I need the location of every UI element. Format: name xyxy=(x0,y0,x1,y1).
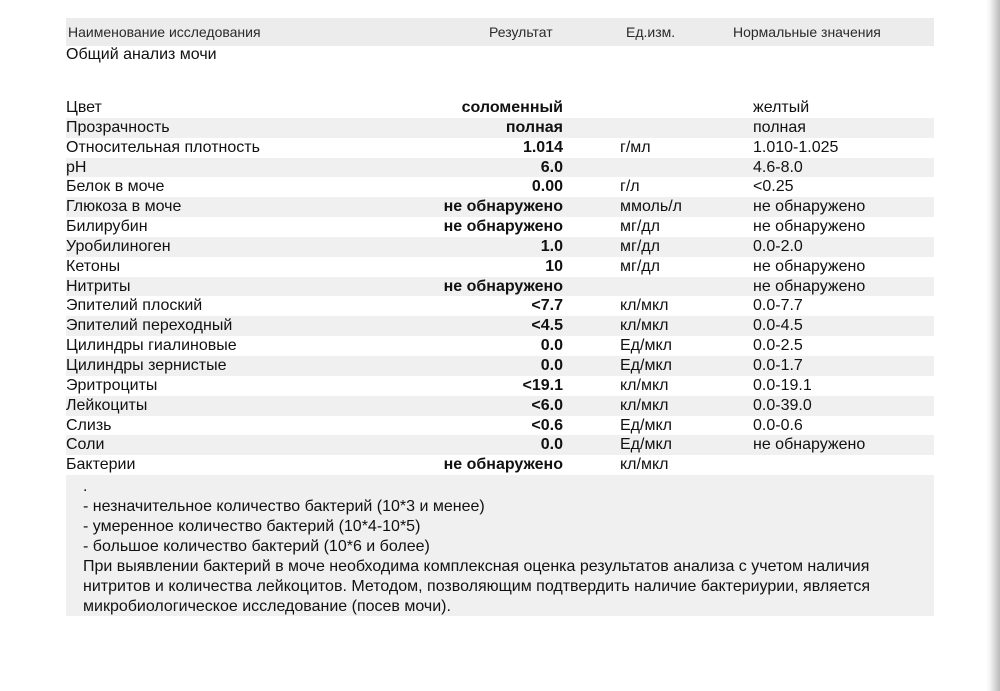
row-unit: Ед/мкл xyxy=(620,356,672,374)
row-unit: мг/дл xyxy=(620,237,660,255)
table-row xyxy=(66,277,934,297)
row-unit: ммоль/л xyxy=(620,198,682,216)
row-name: Эритроциты xyxy=(66,376,158,394)
row-name: Относительная плотность xyxy=(66,138,260,156)
row-unit: кл/мкл xyxy=(620,376,669,394)
comment-line: - большое количество бактерий (10*6 и более) xyxy=(83,538,430,555)
row-norm: желтый xyxy=(753,99,810,116)
row-name: Соли xyxy=(66,436,105,454)
table-row xyxy=(66,416,934,436)
table-row xyxy=(66,376,934,396)
row-value: 10 xyxy=(545,257,563,275)
section-title: Общий анализ мочи xyxy=(66,46,217,63)
row-name: Цилиндры гиалиновые xyxy=(66,337,237,355)
row-unit: кл/мкл xyxy=(620,317,669,335)
table-row xyxy=(66,455,934,475)
header-name: Наименование исследования xyxy=(68,24,261,40)
row-norm: 1.010-1.025 xyxy=(753,138,839,156)
row-value: 1.0 xyxy=(540,237,563,255)
row-unit: Ед/мкл xyxy=(620,416,672,434)
row-unit: Ед/мкл xyxy=(620,337,672,355)
row-name: Слизь xyxy=(66,416,112,434)
row-name: Кетоны xyxy=(66,257,121,275)
row-unit: г/л xyxy=(620,178,640,196)
row-name: Эпителий плоский xyxy=(66,297,203,315)
row-value: <6.0 xyxy=(531,396,563,414)
row-unit: мг/дл xyxy=(620,218,660,236)
table-row xyxy=(66,435,934,455)
table-row xyxy=(66,217,934,237)
row-value: <4.5 xyxy=(531,317,563,335)
row-value: 0.00 xyxy=(531,178,563,196)
row-value: не обнаружено xyxy=(443,218,563,236)
row-norm: <0.25 xyxy=(753,178,794,196)
table-row xyxy=(66,177,934,197)
table-row xyxy=(66,316,934,336)
row-norm: 0.0-7.7 xyxy=(753,297,803,315)
row-unit: г/мл xyxy=(620,138,651,156)
table-row xyxy=(66,257,934,277)
row-value: полная xyxy=(505,118,563,136)
row-norm: 0.0-39.0 xyxy=(753,396,812,414)
comment-line: нитритов и количества лейкоцитов. Методом, позволяющим подтвердить наличие бактериурии, является xyxy=(83,578,871,595)
row-value: не обнаружено xyxy=(443,277,563,295)
bacteria-comment xyxy=(66,475,934,616)
row-norm: 0.0-0.6 xyxy=(753,416,803,434)
row-name: Лейкоциты xyxy=(66,396,148,414)
table-row xyxy=(66,158,934,178)
row-value: 0.0 xyxy=(540,337,563,355)
table-row xyxy=(66,396,934,416)
row-value: соломенный xyxy=(461,99,563,116)
table-row xyxy=(66,336,934,356)
row-norm: 0.0-2.0 xyxy=(753,237,803,255)
row-norm: не обнаружено xyxy=(753,277,866,295)
row-norm: не обнаружено xyxy=(753,218,866,236)
row-norm: не обнаружено xyxy=(753,257,866,275)
row-value: <7.7 xyxy=(531,297,563,315)
table-row xyxy=(66,138,934,158)
row-norm: не обнаружено xyxy=(753,198,866,216)
header-unit: Ед.изм. xyxy=(626,24,676,40)
row-value: <0.6 xyxy=(531,416,563,434)
row-value: 6.0 xyxy=(540,158,563,176)
row-norm: 0.0-1.7 xyxy=(753,356,803,374)
row-norm: 0.0-4.5 xyxy=(753,317,803,335)
results-table xyxy=(66,98,934,475)
row-name: Глюкоза в моче xyxy=(66,198,182,216)
row-name: Белок в моче xyxy=(66,178,165,196)
row-name: Уробилиноген xyxy=(66,237,171,255)
comment-line: . xyxy=(83,478,88,495)
comment-line: При выявлении бактерий в моче необходима комплексная оценка результатов анализа с учетом наличия xyxy=(83,558,870,575)
row-value: не обнаружено xyxy=(443,456,563,474)
comment-line: - незначительное количество бактерий (10*3 и менее) xyxy=(83,498,485,515)
row-name: Билирубин xyxy=(66,218,148,236)
table-row xyxy=(66,98,934,118)
row-name: Бактерии xyxy=(66,456,136,474)
row-name: Эпителий переходный xyxy=(66,317,233,335)
row-unit: мг/дл xyxy=(620,257,660,275)
row-name: Цилиндры зернистые xyxy=(66,356,227,374)
row-name: Нитриты xyxy=(66,277,131,295)
row-value: <19.1 xyxy=(522,376,563,394)
row-norm: 4.6-8.0 xyxy=(753,158,803,176)
row-unit: кл/мкл xyxy=(620,396,669,414)
comment-line: - умеренное количество бактерий (10*4-10*5) xyxy=(83,518,421,535)
header-result: Результат xyxy=(489,24,553,40)
row-value: 0.0 xyxy=(540,436,563,454)
row-unit: кл/мкл xyxy=(620,456,669,474)
table-row xyxy=(66,296,934,316)
table-row xyxy=(66,356,934,376)
row-value: не обнаружено xyxy=(443,198,563,216)
row-name: Прозрачность xyxy=(66,118,170,136)
row-name: Цвет xyxy=(66,99,102,116)
row-norm: 0.0-2.5 xyxy=(753,337,803,355)
row-unit: Ед/мкл xyxy=(620,436,672,454)
table-header xyxy=(66,18,934,46)
row-norm: не обнаружено xyxy=(753,436,866,454)
page-edge-shadow xyxy=(986,0,1000,691)
header-norm: Нормальные значения xyxy=(733,24,881,40)
row-value: 0.0 xyxy=(540,356,563,374)
row-value: 1.014 xyxy=(522,138,563,156)
comment-line: микробиологическое исследование (посев мочи). xyxy=(83,598,451,615)
row-norm: полная xyxy=(753,118,806,136)
table-row xyxy=(66,197,934,217)
table-row xyxy=(66,237,934,257)
row-name: pH xyxy=(66,158,87,176)
row-unit: кл/мкл xyxy=(620,297,669,315)
row-norm: 0.0-19.1 xyxy=(753,376,812,394)
table-row xyxy=(66,118,934,138)
